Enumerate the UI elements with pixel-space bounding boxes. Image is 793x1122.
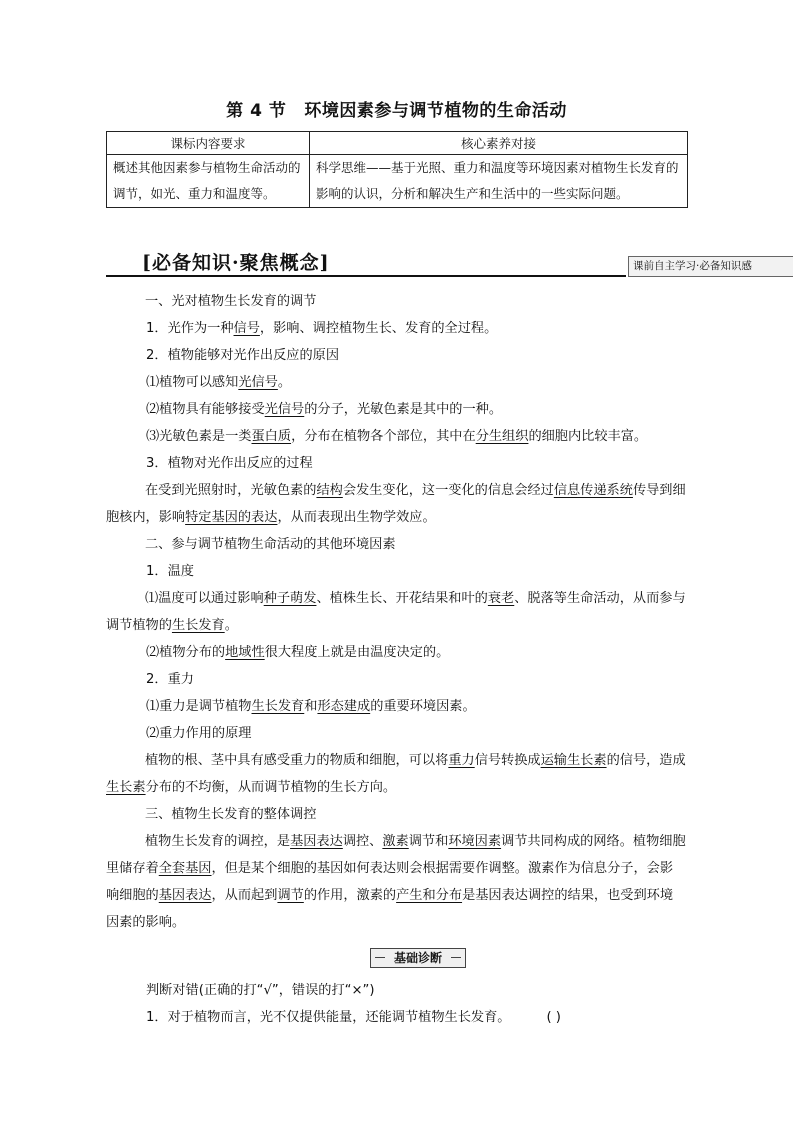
subheading: 1．温度 [146,564,194,579]
content-requirement-cell: 概述其他因素参与植物生命活动的调节，如光、重力和温度等。 [107,155,310,208]
section-number: 第 4 节 [226,101,287,121]
diagnosis-label: 基础诊断 [370,948,466,968]
paragraph: 植物生长发育的调控，是基因表达调控、激素调节和环境因素调节共同构成的网络。植物细胞里储存着全套基因，但是某个细胞的基因如何表达则会根据需要作调整。激素作为信息分子，会影响细胞的基因表达，从而起到调节的作用，激素的产生和分布是基因表达调控的结果，也受到环境因素的影响。 [106,834,686,930]
paragraph: ⑴重力是调节植物生长发育和形态建成的重要环境因素。 [146,699,476,714]
paragraph: 1．光作为一种信号，影响、调控植物生长、发育的全过程。 [146,321,498,336]
subheading: 3．植物对光作出反应的过程 [146,456,313,471]
subheading: 2．重力 [146,672,194,687]
content-body [106,288,686,936]
paragraph: ⑵植物分布的地域性很大程度上就是由温度决定的。 [146,645,450,660]
answer-blank[interactable]: ( ) [546,1010,561,1025]
core-literacy-cell: 科学思维——基于光照、重力和温度等环境因素对植物生长发育的影响的认识，分析和解决生产和生活中的一些实际问题。 [310,155,688,208]
paragraph: ⑵植物具有能够接受光信号的分子，光敏色素是其中的一种。 [146,402,503,417]
page-title [0,96,793,121]
paragraph: ⑴植物可以感知光信号。 [146,375,292,390]
paragraph: ⑶光敏色素是一类蛋白质，分布在植物各个部位，其中在分生组织的细胞内比较丰富。 [146,429,648,444]
subheading: ⑵重力作用的原理 [146,726,252,741]
banner-rule [106,275,626,277]
paragraph: ⑴温度可以通过影响种子萌发、植株生长、开花结果和叶的衰老、脱落等生命活动，从而参与调节植物的生长发育。 [106,591,686,633]
question-item: 1．对于植物而言，光不仅提供能量，还能调节植物生长发育。 ( ) [106,1004,686,1031]
diagnosis-instruction: 判断对错(正确的打“√”，错误的打“×”) [146,983,375,998]
paragraph: 在受到光照射时，光敏色素的结构会发生变化，这一变化的信息会经过信息传递系统传导到细胞核内，影响特定基因的表达，从而表现出生物学效应。 [106,483,686,525]
header-content-requirement: 课标内容要求 [107,132,310,155]
standards-table [106,131,688,208]
section-title: 环境因素参与调节植物的生命活动 [304,101,567,121]
paragraph: 植物的根、茎中具有感受重力的物质和细胞，可以将重力信号转换成运输生长素的信号，造成生长素分布的不均衡，从而调节植物的生长方向。 [106,753,686,795]
diagnosis-section [106,977,686,1031]
heading-overall-regulation: 三、植物生长发育的整体调控 [145,807,317,822]
banner-tag: 课前自主学习·必备知识感 [628,256,793,277]
banner-label: [必备知识·聚焦概念] [142,252,330,274]
heading-light: 一、光对植物生长发育的调节 [145,294,317,309]
header-core-literacy: 核心素养对接 [310,132,688,155]
section-banner [106,246,793,276]
heading-environment: 二、参与调节植物生命活动的其他环境因素 [145,537,396,552]
subheading: 2．植物能够对光作出反应的原因 [146,348,340,363]
